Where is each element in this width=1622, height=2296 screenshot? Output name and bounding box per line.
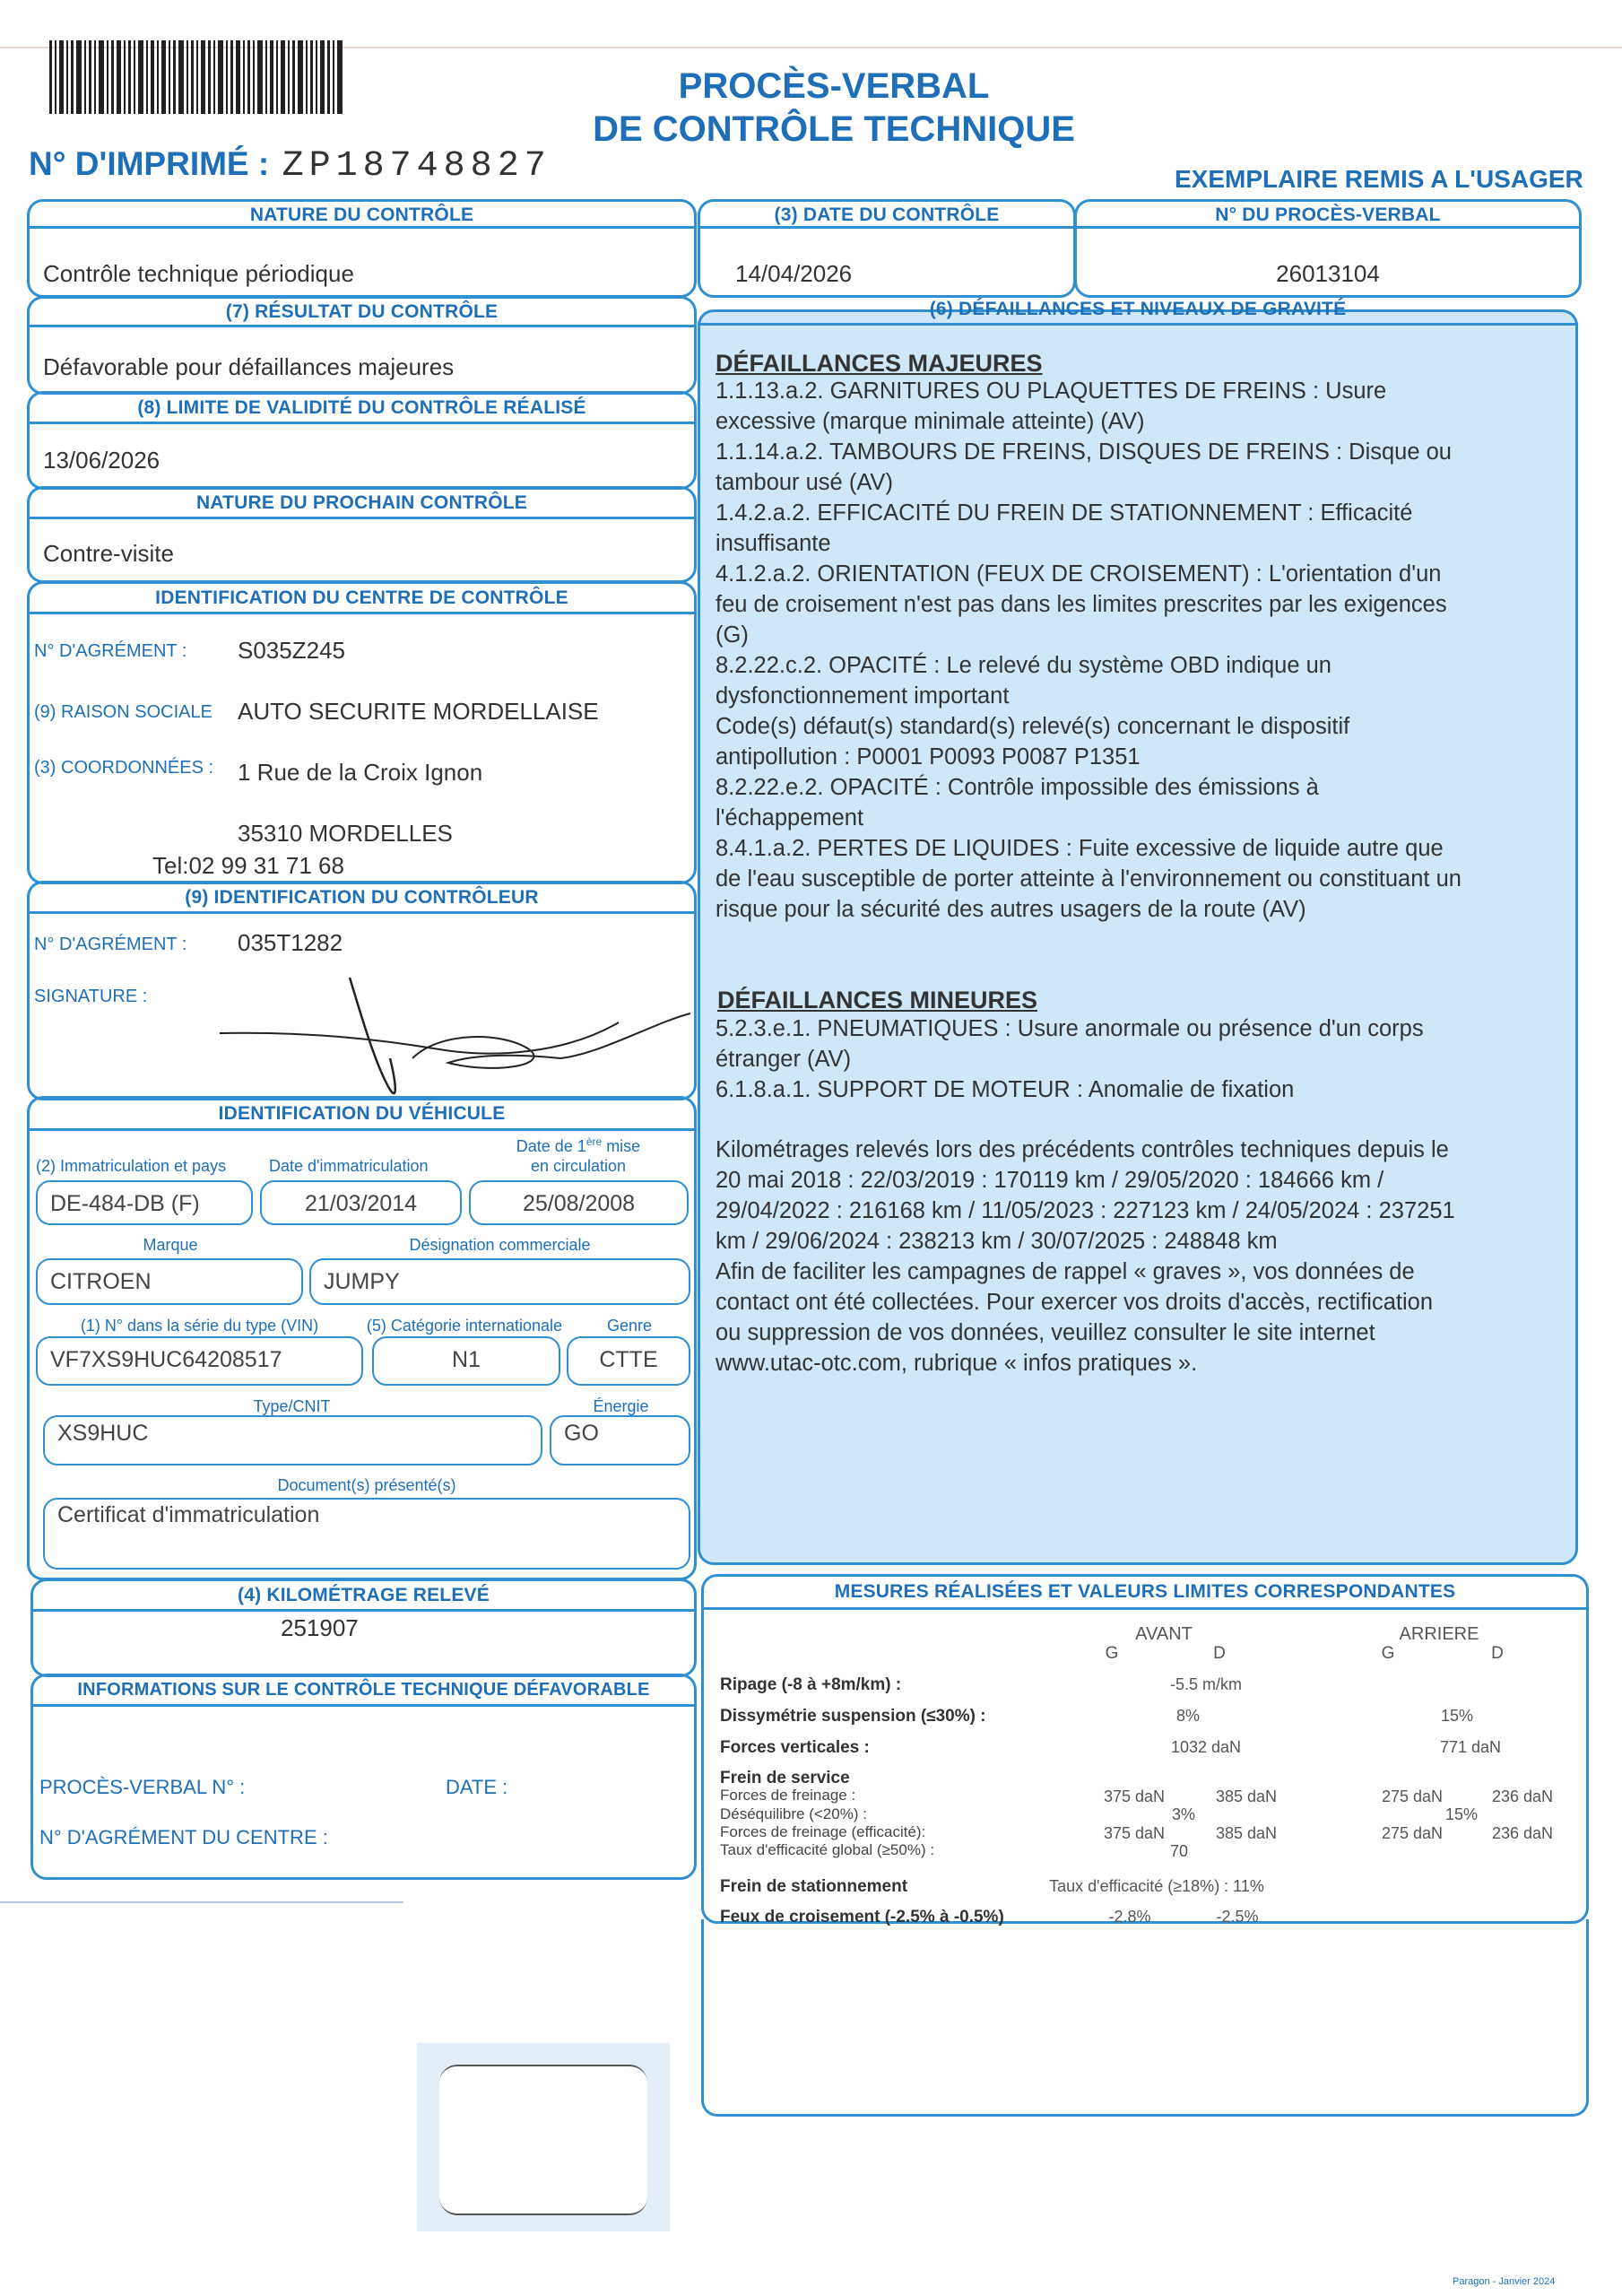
majeure-line: tambour usé (AV) [716, 470, 893, 495]
date-controle-header: (3) DATE DU CONTRÔLE [774, 204, 1000, 225]
exemplaire-usager: EXEMPLAIRE REMIS A L'USAGER [1175, 165, 1583, 193]
imprime-label: N° D'IMPRIMÉ : [29, 145, 270, 182]
genre-field: CTTE [567, 1336, 690, 1386]
first-circulation-line-1: Date de 1ère mise [516, 1135, 641, 1155]
arriere-g: G [1381, 1644, 1395, 1663]
kilometrage-header: (4) KILOMÉTRAGE RELEVÉ [238, 1585, 490, 1605]
infos-divider [30, 1704, 697, 1707]
nature-divider [27, 226, 697, 229]
controleur-agrement-value: 035T1282 [238, 929, 343, 956]
coordonnees-label: (3) COORDONNÉES : [34, 758, 214, 778]
desequilibre-avant: 3% [1171, 1805, 1195, 1823]
marque-label: Marque [143, 1236, 198, 1254]
stationnement-label: Frein de stationnement [720, 1877, 908, 1896]
desequilibre-label: Déséquilibre (<20%) : [720, 1805, 867, 1822]
document-title [574, 65, 1094, 151]
feux-d: -2.5% [1216, 1908, 1259, 1926]
categorie-label: (5) Catégorie internationale [366, 1317, 563, 1335]
limite-header: (8) LIMITE DE VALIDITÉ DU CONTRÔLE RÉALISÉ [137, 397, 586, 418]
forces-verticales-avant: 1032 daN [1170, 1738, 1242, 1756]
energie-label: Énergie [593, 1397, 649, 1415]
feux-g: -2.8% [1108, 1908, 1151, 1926]
pv-number-value: 26013104 [1276, 260, 1380, 287]
majeure-line: insuffisante [716, 531, 831, 556]
limite-divider [27, 422, 697, 424]
infos-defavorable-header: INFORMATIONS SUR LE CONTRÔLE TECHNIQUE DÉFAVORABLE [77, 1680, 650, 1700]
ffe-arriere-d: 236 daN [1491, 1824, 1554, 1842]
marque-field: CITROEN [36, 1258, 303, 1305]
note-line: Kilométrages relevés lors des précédents contrôles techniques depuis le [716, 1137, 1449, 1162]
footer-note: Paragon - Janvier 2024 [1453, 2276, 1556, 2287]
mineure-line: 5.2.3.e.1. PNEUMATIQUES : Usure anormale ou présence d'un corps [716, 1016, 1424, 1041]
date-immatriculation-field: 21/03/2014 [260, 1180, 462, 1225]
vehicule-divider [27, 1128, 697, 1131]
forces-verticales-label: Forces verticales : [720, 1738, 870, 1757]
date-immat-label: Date d'immatriculation [269, 1157, 429, 1175]
pv-number-header: N° DU PROCÈS-VERBAL [1215, 204, 1441, 225]
imprime-number [29, 145, 551, 187]
mesures-box-extension [701, 1919, 1589, 2117]
designation-field: JUMPY [309, 1258, 690, 1305]
centre-agrement-label: N° D'AGRÉMENT : [34, 641, 187, 661]
ripage-label: Ripage (-8 à +8m/km) : [720, 1675, 902, 1694]
first-circulation-label [466, 1132, 690, 1176]
vin-field: VF7XS9HUC64208517 [36, 1336, 363, 1386]
ffe-avant-g: 375 daN [1103, 1824, 1166, 1842]
majeure-line: 1.1.14.a.2. TAMBOURS DE FREINS, DISQUES DE FREINS : Disque ou [716, 439, 1452, 465]
stamp-frame [439, 2065, 647, 2215]
controleur-header: (9) IDENTIFICATION DU CONTRÔLEUR [185, 887, 539, 908]
resultat-divider [27, 325, 697, 327]
left-bottom-line [0, 1901, 403, 1903]
ffe-label: Forces de freinage (efficacité): [720, 1823, 926, 1840]
genre-label: Genre [606, 1317, 653, 1335]
ffe-arriere-g: 275 daN [1381, 1824, 1444, 1842]
note-line: contact ont été collectées. Pour exercer vos droits d'accès, rectification [716, 1290, 1434, 1315]
centre-tel: Tel:02 99 31 71 68 [152, 852, 344, 879]
ff-avant-d: 385 daN [1215, 1787, 1278, 1805]
note-line: www.utac-otc.com, rubrique « infos pratiques ». [716, 1351, 1198, 1376]
majeures-title: DÉFAILLANCES MAJEURES [716, 350, 1043, 377]
majeure-line: 1.4.2.a.2. EFFICACITÉ DU FREIN DE STATIONNEMENT : Efficacité [716, 500, 1413, 526]
ripage-value: -5.5 m/km [1169, 1675, 1242, 1693]
arriere-d: D [1491, 1644, 1504, 1663]
vin-label: (1) N° dans la série du type (VIN) [80, 1317, 319, 1335]
prochain-value: Contre-visite [43, 540, 174, 567]
date-divider [698, 226, 1076, 229]
type-field: XS9HUC [43, 1415, 542, 1465]
majeure-line: antipollution : P0001 P0093 P0087 P1351 [716, 744, 1141, 770]
majeure-line: de l'eau susceptible de porter atteinte à l'environnement ou constituant un [716, 866, 1462, 891]
documents-field: Certificat d'immatriculation [43, 1498, 690, 1570]
majeure-line: risque pour la sécurité des autres usagers de la route (AV) [716, 897, 1306, 922]
majeure-line: l'échappement [716, 805, 864, 831]
mesures-header: MESURES RÉALISÉES ET VALEURS LIMITES CORRESPONDANTES [834, 1581, 1456, 1602]
mineures-title: DÉFAILLANCES MINEURES [717, 987, 1038, 1013]
centre-divider [27, 612, 697, 614]
barcode [49, 40, 345, 114]
majeure-line: dysfonctionnement important [716, 683, 1010, 709]
designation-label: Désignation commerciale [409, 1236, 591, 1254]
desequilibre-arriere: 15% [1444, 1805, 1479, 1823]
kilometrage-value: 251907 [281, 1614, 359, 1641]
avant-d: D [1213, 1644, 1226, 1663]
prochain-header: NATURE DU PROCHAIN CONTRÔLE [195, 492, 527, 513]
forces-verticales-arriere: 771 daN [1439, 1738, 1502, 1756]
title-line-1: PROCÈS-VERBAL [678, 66, 990, 106]
frein-service-label: Frein de service [720, 1769, 850, 1787]
immatriculation-field: DE-484-DB (F) [36, 1180, 253, 1225]
pv-divider [1074, 226, 1582, 229]
controleur-agrement-label: N° D'AGRÉMENT : [34, 935, 187, 954]
majeure-line: (G) [716, 622, 749, 648]
first-circulation-field: 25/08/2008 [469, 1180, 689, 1225]
feux-croisement-label: Feux de croisement (-2.5% à -0.5%) [720, 1908, 1004, 1926]
majeure-line: 8.2.22.e.2. OPACITÉ : Contrôle impossible des émissions à [716, 775, 1319, 800]
centre-header: IDENTIFICATION DU CENTRE DE CONTRÔLE [155, 587, 568, 608]
taux-global-label: Taux d'efficacité global (≥50%) : [720, 1841, 935, 1858]
kilometrage-divider [30, 1609, 697, 1612]
avant-header: AVANT [1135, 1624, 1193, 1644]
documents-label: Document(s) présenté(s) [277, 1476, 456, 1494]
dissymetrie-avant: 8% [1175, 1707, 1200, 1725]
vehicule-header: IDENTIFICATION DU VÉHICULE [218, 1103, 506, 1124]
resultat-value: Défavorable pour défaillances majeures [43, 353, 455, 380]
majeure-line: Code(s) défaut(s) standard(s) relevé(s) concernant le dispositif [716, 714, 1350, 739]
defaillances-divider [698, 323, 1578, 326]
note-line: 20 mai 2018 : 22/03/2019 : 170119 km / 29/05/2020 : 184666 km / [716, 1168, 1384, 1193]
ff-arriere-g: 275 daN [1381, 1787, 1444, 1805]
ff-avant-g: 375 daN [1103, 1787, 1166, 1805]
signature-label: SIGNATURE : [34, 987, 148, 1006]
infos-date-label: DATE : [446, 1776, 508, 1798]
majeure-line: 1.1.13.a.2. GARNITURES OU PLAQUETTES DE FREINS : Usure [716, 378, 1387, 404]
categorie-field: N1 [372, 1336, 560, 1386]
mineure-line: 6.1.8.a.1. SUPPORT DE MOTEUR : Anomalie de fixation [716, 1077, 1295, 1102]
nature-controle-header: NATURE DU CONTRÔLE [249, 204, 474, 225]
note-line: Afin de faciliter les campagnes de rappel « graves », vos données de [716, 1259, 1415, 1284]
raison-sociale-value: AUTO SECURITE MORDELLAISE [238, 698, 599, 725]
majeure-line: feu de croisement n'est pas dans les limites prescrites par les exigences [716, 592, 1447, 617]
infos-pv-label: PROCÈS-VERBAL N° : [39, 1776, 246, 1798]
defaillances-panel [698, 309, 1578, 1565]
majeure-line: 8.4.1.a.2. PERTES DE LIQUIDES : Fuite excessive de liquide autre que [716, 836, 1444, 861]
ff-arriere-d: 236 daN [1491, 1787, 1554, 1805]
centre-agrement-value: S035Z245 [238, 637, 345, 664]
type-label: Type/CNIT [253, 1397, 331, 1415]
mineure-line: étranger (AV) [716, 1047, 852, 1072]
controleur-divider [27, 911, 697, 914]
raison-sociale-label: (9) RAISON SOCIALE [34, 702, 213, 722]
date-controle-value: 14/04/2026 [735, 260, 853, 287]
note-line: km / 29/06/2024 : 238213 km / 30/07/2025 : 248848 km [716, 1229, 1278, 1254]
taux-global-value: 70 [1169, 1842, 1189, 1860]
majeure-line: 4.1.2.a.2. ORIENTATION (FEUX DE CROISEMENT) : L'orientation d'un [716, 561, 1442, 587]
resultat-header: (7) RÉSULTAT DU CONTRÔLE [225, 301, 499, 322]
energie-field: GO [550, 1415, 690, 1465]
address-line-1: 1 Rue de la Croix Ignon [238, 759, 483, 786]
infos-agrement-label: N° D'AGRÉMENT DU CENTRE : [39, 1826, 328, 1848]
limite-value: 13/06/2026 [43, 447, 160, 474]
stationnement-value: Taux d'efficacité (≥18%) : 11% [1049, 1877, 1264, 1895]
majeure-line: excessive (marque minimale atteinte) (AV) [716, 409, 1145, 434]
note-line: 29/04/2022 : 216168 km / 11/05/2023 : 227123 km / 24/05/2024 : 237251 [716, 1198, 1455, 1223]
mesures-divider [701, 1607, 1589, 1610]
avant-g: G [1105, 1644, 1119, 1663]
signature [206, 969, 708, 1103]
address-line-2: 35310 MORDELLES [238, 820, 453, 847]
ffe-avant-d: 385 daN [1215, 1824, 1278, 1842]
dissymetrie-label: Dissymétrie suspension (≤30%) : [720, 1707, 986, 1726]
defaillances-header: (6) DÉFAILLANCES ET NIVEAUX DE GRAVITÉ [929, 299, 1347, 319]
immat-label: (2) Immatriculation et pays [36, 1157, 227, 1175]
majeure-line: 8.2.22.c.2. OPACITÉ : Le relevé du système OBD indique un [716, 653, 1331, 678]
first-circulation-line-2: en circulation [530, 1157, 627, 1175]
arriere-header: ARRIERE [1399, 1624, 1479, 1644]
note-line: ou suppression de vos données, veuillez consulter le site internet [716, 1320, 1375, 1345]
imprime-value: ZP18748827 [282, 146, 551, 187]
prochain-divider [27, 517, 697, 519]
forces-freinage-label: Forces de freinage : [720, 1787, 856, 1804]
title-line-2: DE CONTRÔLE TECHNIQUE [593, 109, 1075, 149]
dissymetrie-arriere: 15% [1440, 1707, 1474, 1725]
nature-controle-value: Contrôle technique périodique [43, 260, 354, 287]
